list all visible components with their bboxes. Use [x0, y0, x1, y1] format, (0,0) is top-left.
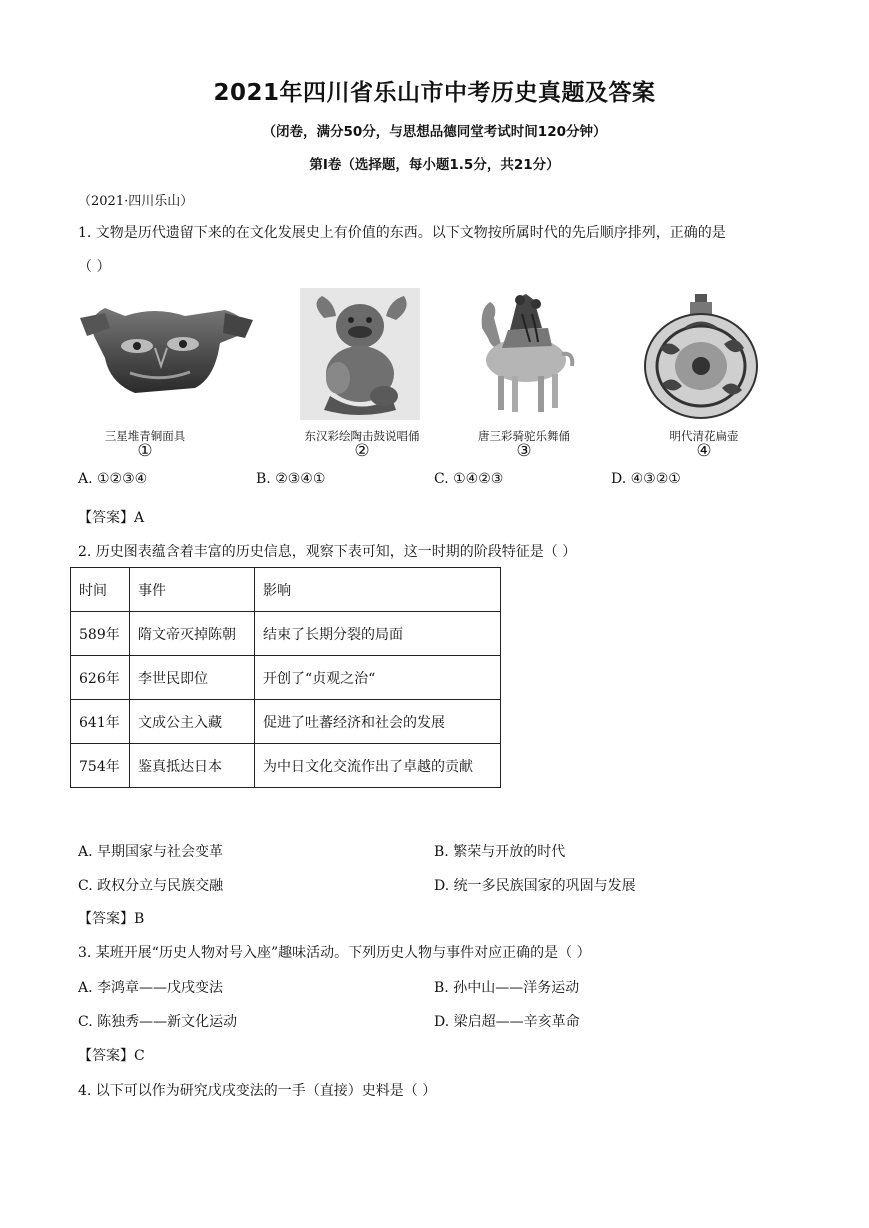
q2-answer: 【答案】B	[78, 911, 145, 927]
q1-number-2: ②	[354, 441, 370, 461]
source-note: （2021·四川乐山）	[78, 194, 194, 209]
table-row	[71, 744, 501, 788]
table-cell: 626年	[71, 656, 130, 700]
q1-caption-3: 唐三彩骑驼乐舞俑	[478, 429, 570, 443]
q1-caption-1: 三星堆青铜面具	[104, 429, 186, 443]
table-header: 影响	[255, 568, 501, 612]
q1-number-1: ①	[137, 441, 153, 461]
q2-option-a[interactable]: A. 早期国家与社会变革	[78, 844, 224, 860]
q2-stem: 2. 历史图表蕴含着丰富的历史信息，观察下表可知，这一时期的阶段特征是（ ）	[78, 544, 577, 560]
table-header: 事件	[130, 568, 255, 612]
q3-option-c[interactable]: C. 陈独秀——新文化运动	[78, 1014, 238, 1030]
table-cell: 文成公主入藏	[130, 700, 255, 744]
table-cell: 为中日文化交流作出了卓越的贡献	[255, 744, 501, 788]
section-heading: 第Ⅰ卷（选择题，每小题1.5分，共21分）	[309, 157, 560, 173]
table-cell: 鉴真抵达日本	[130, 744, 255, 788]
history-table	[70, 567, 501, 788]
table-cell: 隋文帝灭掉陈朝	[130, 612, 255, 656]
q3-option-b[interactable]: B. 孙中山——洋务运动	[434, 980, 580, 996]
q1-number-4: ④	[696, 441, 712, 461]
doc-subtitle: （闭卷，满分50分，与思想品德同堂考试时间120分钟）	[262, 124, 607, 140]
q4-stem: 4. 以下可以作为研究戊戌变法的一手（直接）史料是（ ）	[78, 1083, 437, 1099]
q2-option-d[interactable]: D. 统一多民族国家的巩固与发展	[434, 878, 636, 894]
table-cell: 促进了吐蕃经济和社会的发展	[255, 700, 501, 744]
q1-option-c[interactable]: C. ①④②③	[434, 471, 504, 487]
table-cell: 589年	[71, 612, 130, 656]
table-cell: 李世民即位	[130, 656, 255, 700]
table-cell: 结束了长期分裂的局面	[255, 612, 501, 656]
q2-option-b[interactable]: B. 繁荣与开放的时代	[434, 844, 566, 860]
q1-caption-2: 东汉彩绘陶击鼓说唱俑	[304, 429, 420, 443]
q1-caption-4: 明代清花扁壶	[669, 429, 739, 443]
table-cell: 754年	[71, 744, 130, 788]
q3-option-a[interactable]: A. 李鸿章——戊戌变法	[78, 980, 224, 996]
q1-blank: （ ）	[78, 259, 111, 275]
table-cell: 开创了“贞观之治“	[255, 656, 501, 700]
table-header-row	[71, 568, 501, 612]
table-row	[71, 656, 501, 700]
q1-option-b[interactable]: B. ②③④①	[256, 471, 326, 487]
table-cell: 641年	[71, 700, 130, 744]
q1-option-a[interactable]: A. ①②③④	[78, 471, 148, 487]
q1-option-d[interactable]: D. ④③②①	[611, 471, 681, 487]
table-row	[71, 700, 501, 744]
q1-number-3: ③	[516, 441, 532, 461]
table-header: 时间	[71, 568, 130, 612]
q1-stem: 1. 文物是历代遗留下来的在文化发展史上有价值的东西。以下文物按所属时代的先后顺序排列，正确的是	[78, 225, 726, 241]
q3-stem: 3. 某班开展“历史人物对号入座”趣味活动。下列历史人物与事件对应正确的是（ ）	[78, 945, 591, 961]
q3-answer: 【答案】C	[78, 1048, 145, 1064]
q3-option-d[interactable]: D. 梁启超——辛亥革命	[434, 1014, 580, 1030]
table-row	[71, 612, 501, 656]
q1-answer: 【答案】A	[78, 510, 145, 526]
doc-title: 2021年四川省乐山市中考历史真题及答案	[213, 80, 656, 106]
q2-option-c[interactable]: C. 政权分立与民族交融	[78, 878, 224, 894]
